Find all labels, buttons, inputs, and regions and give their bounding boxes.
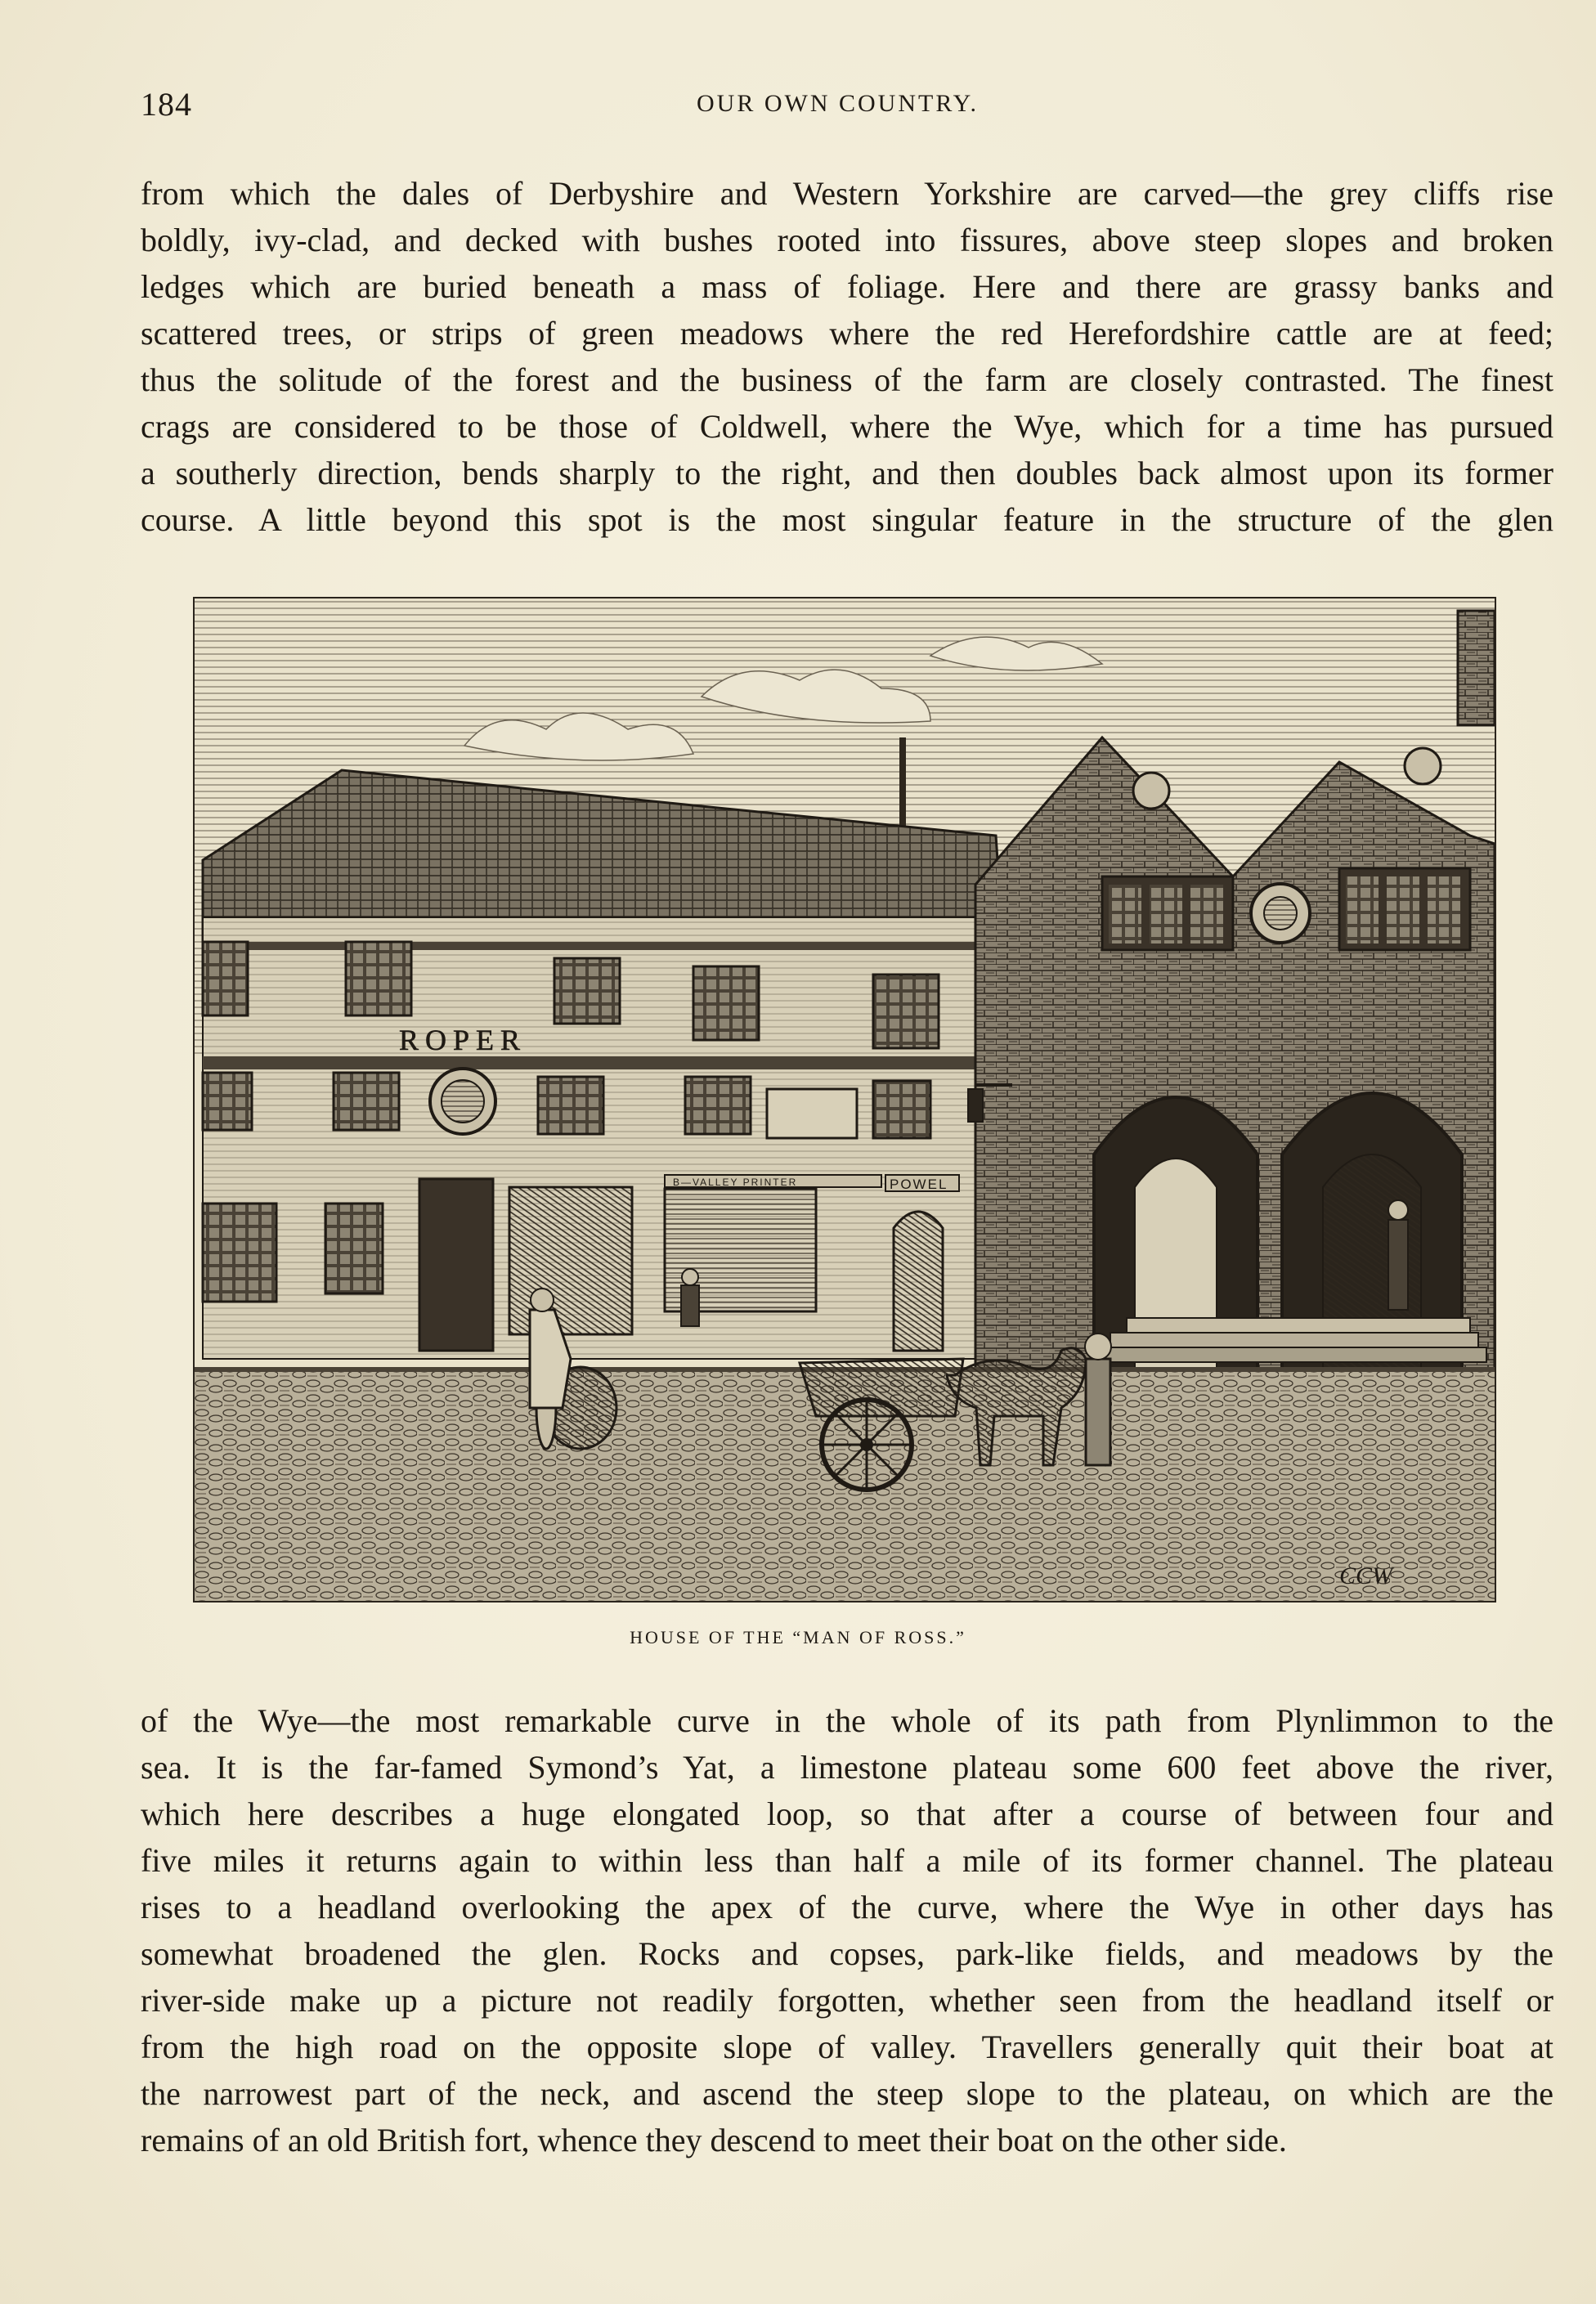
roper-house (203, 770, 1020, 1359)
text-line: five miles it returns again to within less than half a mile of its former channel. The plateau (141, 1842, 1553, 1879)
text-line: ledges which are buried beneath a mass of foliage. Here and there are grassy banks and (141, 268, 1553, 305)
lower-paragraph (141, 1697, 1553, 2163)
text-line: from which the dales of Derbyshire and Western Yorkshire are carved—the grey cliffs rise (141, 175, 1553, 212)
text-line: of the Wye—the most remarkable curve in the whole of its path from Plynlimmon to the (141, 1702, 1553, 1739)
sign-roper: ROPER (399, 1024, 527, 1056)
text-line: remains of an old British fort, whence they descend to meet their boat on the other side. (141, 2122, 1287, 2158)
child-figure (681, 1269, 699, 1326)
sign-shop: B—VALLEY PRINTER (673, 1177, 798, 1188)
text-line: somewhat broadened the glen. Rocks and copses, park-like fields, and meadows by the (141, 1935, 1553, 1972)
text-line: course. A little beyond this spot is the most singular feature in the structure of the glen (141, 501, 1553, 538)
text-line: which here describes a huge elongated loop, so that after a course of between four and (141, 1795, 1553, 1832)
artist-signature: CCW (1339, 1562, 1393, 1589)
text-line: from the high road on the opposite slope of valley. Travellers generally quit their boat at (141, 2028, 1553, 2065)
engraving-house-of-man-of-ross (193, 597, 1496, 1602)
sign-powell: POWEL (890, 1177, 948, 1192)
text-line: thus the solitude of the forest and the business of the farm are closely contrasted. The finest (141, 361, 1553, 398)
upper-paragraph (141, 170, 1553, 543)
illustration-caption: HOUSE OF THE “MAN OF ROSS.” (630, 1627, 966, 1647)
page-number: 184 (141, 86, 192, 123)
text-line: rises to a headland overlooking the apex of the curve, where the Wye in other days has (141, 1889, 1553, 1925)
text-line: scattered trees, or strips of green meadows where the red Herefordshire cattle are at feed; (141, 315, 1553, 352)
text-line: sea. It is the far-famed Symond’s Yat, a limestone plateau some 600 feet above the river, (141, 1749, 1553, 1786)
text-line: crags are considered to be those of Coldwell, where the Wye, which for a time has pursued (141, 408, 1553, 445)
text-line: river-side make up a picture not readily forgotten, whether seen from the headland itself or (141, 1982, 1553, 2019)
text-line: boldly, ivy-clad, and decked with bushes rooted into fissures, above steep slopes and broken (141, 222, 1553, 258)
text-line: a southerly direction, bends sharply to the right, and then doubles back almost upon its former (141, 455, 1553, 491)
running-head (141, 85, 1547, 131)
book-title: OUR OWN COUNTRY. (697, 90, 979, 117)
text-line: the narrowest part of the neck, and ascend the steep slope to the plateau, on which are the (141, 2075, 1553, 2112)
